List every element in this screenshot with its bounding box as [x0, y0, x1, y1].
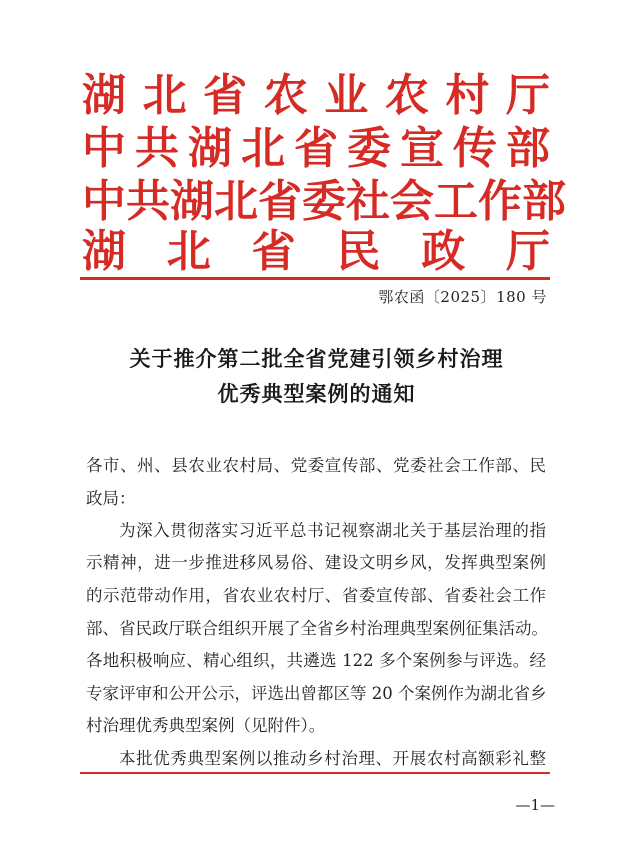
paragraph-1-line: 专家评审和公开公示，评选出曾都区等 20 个案例作为湖北省乡: [86, 684, 547, 703]
header-agency-2: 中共湖北省委宣传部: [82, 123, 550, 174]
addressee-line-2: 政局：: [86, 489, 136, 508]
document-title-line-2: 优秀典型案例的通知: [217, 381, 416, 406]
header-agency-3: 中共湖北省委社会工作部: [82, 176, 566, 227]
paragraph-1-line: 的示范带动作用，省农业农村厅、省委宣传部、省委社会工作: [86, 586, 546, 605]
document-title-line-1: 关于推介第二批全省党建引领乡村治理: [129, 346, 504, 371]
footer-red-rule: [80, 772, 550, 774]
header-red-rule: [80, 277, 550, 280]
paragraph-1-line: 各地积极响应、精心组织，共遴选 122 多个案例参与评选。经: [86, 651, 546, 670]
paragraph-1-line: 示精神，进一步推进移风易俗、建设文明乡风，发挥典型案例: [86, 553, 546, 572]
paragraph-1-line: 村治理优秀典型案例（见附件）。: [86, 716, 326, 735]
paragraph-1-line: 部、省民政厅联合组织开展了全省乡村治理典型案例征集活动。: [86, 619, 548, 638]
paragraph-2-line: 本批优秀典型案例以推动乡村治理、开展农村高额彩礼整: [119, 749, 546, 768]
header-agency-4: 湖北省民政厅: [82, 226, 550, 277]
document-number: 鄂农函〔2025〕180 号: [378, 288, 547, 306]
paragraph-1-line: 为深入贯彻落实习近平总书记视察湖北关于基层治理的指: [119, 521, 546, 540]
page-number: —1—: [515, 796, 555, 814]
header-agency-1: 湖北省农业农村厅: [82, 70, 550, 121]
addressee-line-1: 各市、州、县农业农村局、党委宣传部、党委社会工作部、民: [86, 456, 546, 475]
